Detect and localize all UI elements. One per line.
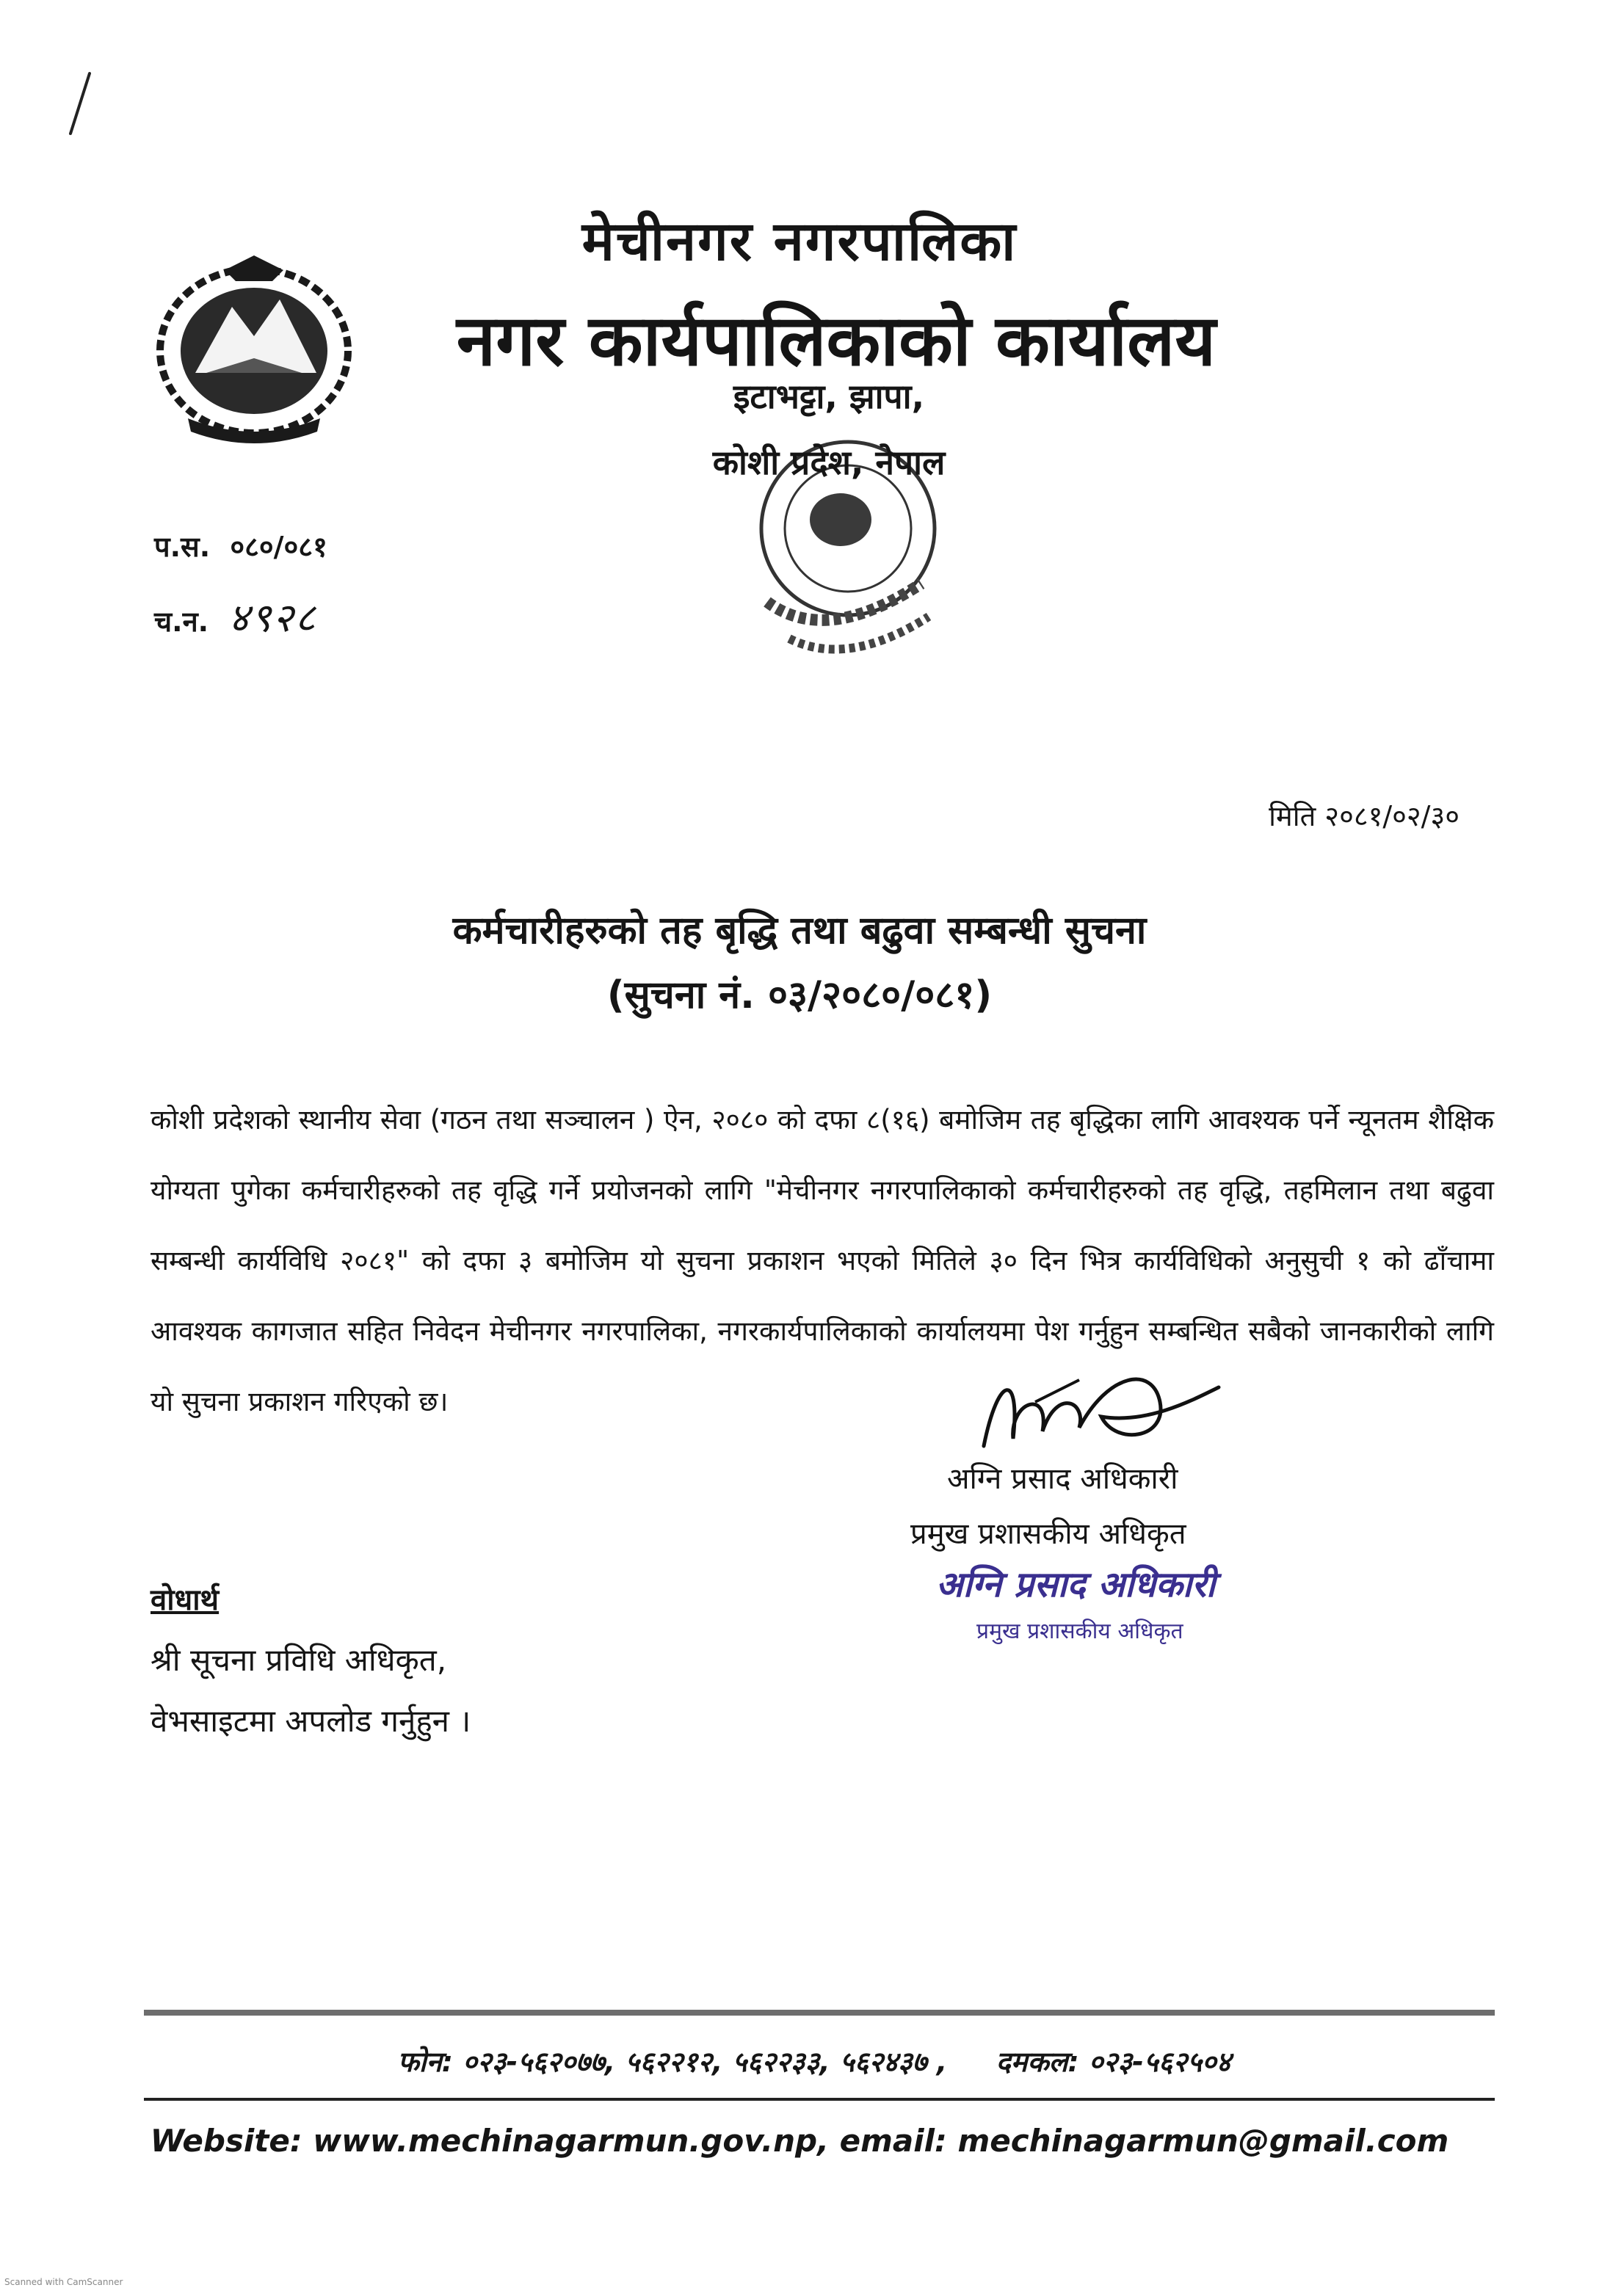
footer-phone-line [0, 2042, 1599, 2080]
dispatch-number [154, 589, 317, 643]
footer-divider-top [144, 2010, 1495, 2016]
signatory-stamp-title: प्रमुख प्रशासकीय अधिकृत [976, 1619, 1183, 1644]
municipality-name: मेचीनगर नगरपालिका [581, 210, 1018, 273]
letter-number [154, 527, 327, 565]
cc-recipient: श्री सूचना प्रविधि अधिकृत, [151, 1642, 447, 1678]
handwritten-slash-mark [65, 70, 94, 137]
dispatch-number-value: ४९२८ [228, 595, 317, 641]
office-address: इटाभट्टा, झापा, [733, 377, 925, 416]
signatory-title: प्रमुख प्रशासकीय अधिकृत [910, 1517, 1186, 1551]
phone-numbers: ०२३-५६२०७७, ५६२२१२, ५६२२३३, ५६२४३७ , [463, 2046, 948, 2078]
cc-heading: वोधार्थ [151, 1583, 220, 1617]
footer-divider-bottom [144, 2098, 1495, 2101]
notice-title: कर्मचारीहरुको तह बृद्धि तथा बढुवा सम्बन्धी सुचना [452, 909, 1147, 953]
letter-number-value: ०८०/०८१ [230, 531, 327, 563]
letter-number-label: प.स. [154, 531, 211, 563]
office-province: कोशी प्रदेश, नेपाल [712, 443, 946, 482]
dispatch-number-label: च.न. [154, 606, 209, 638]
signatory-name: अग्नि प्रसाद अधिकारी [947, 1462, 1178, 1496]
notice-date: मिति २०८१/०२/३० [1269, 800, 1460, 832]
footer-website-email: Website: www.mechinagarmun.gov.np, email: mechinagarmun@gmail.com [150, 2123, 1449, 2159]
fire-phone: ०२३-५६२५०४ [1088, 2046, 1231, 2078]
notice-body: कोशी प्रदेशको स्थानीय सेवा (गठन तथा सञ्चालन ) ऐन, २०८० को दफा ८(१६) बमोजिम तह बृद्धिका लागि आवश्यक पर्ने न्यूनतम शैक्षिक योग्यता पुगेका कर्मचारीहरुको तह वृद्धि गर्ने प्रयोजनको लागि "मेचीनगर नगरपालिकाको कर्मचारीहरुको तह वृद्धि, तहमिलान तथा बढुवा सम्बन्धी कार्यविधि २०८१" को दफा ३ बमोजिम यो सुचना प्रकाशन भएको मितिले ३० दिन भित्र कार्यविधिको अनुसुची १ को ढाँचामा आवश्यक कागजात सहित निवेदन मेचीनगर नगरपालिका, नगरकार्यपालिकाको कार्यालयमा पेश गर्नुहुन सम्बन्धित सबैको जानकारीको लागि यो सुचना प्रकाशन गरिएको छ। [151, 1104, 1494, 1417]
office-name: नगर कार्यपालिकाको कार्यालय [456, 299, 1217, 382]
signature-scribble [969, 1358, 1226, 1468]
cc-instruction: वेभसाइटमा अपलोड गर्नुहुन । [151, 1703, 471, 1739]
notice-number: (सुचना नं. ०३/२०८०/०८१) [606, 973, 993, 1017]
phone-label: फोन: [397, 2046, 453, 2078]
signatory-stamp-name: अग्नि प्रसाद अधिकारी [936, 1564, 1216, 1605]
fire-label: दमकल: [996, 2046, 1079, 2078]
scanner-watermark: Scanned with CamScanner [4, 2277, 123, 2287]
